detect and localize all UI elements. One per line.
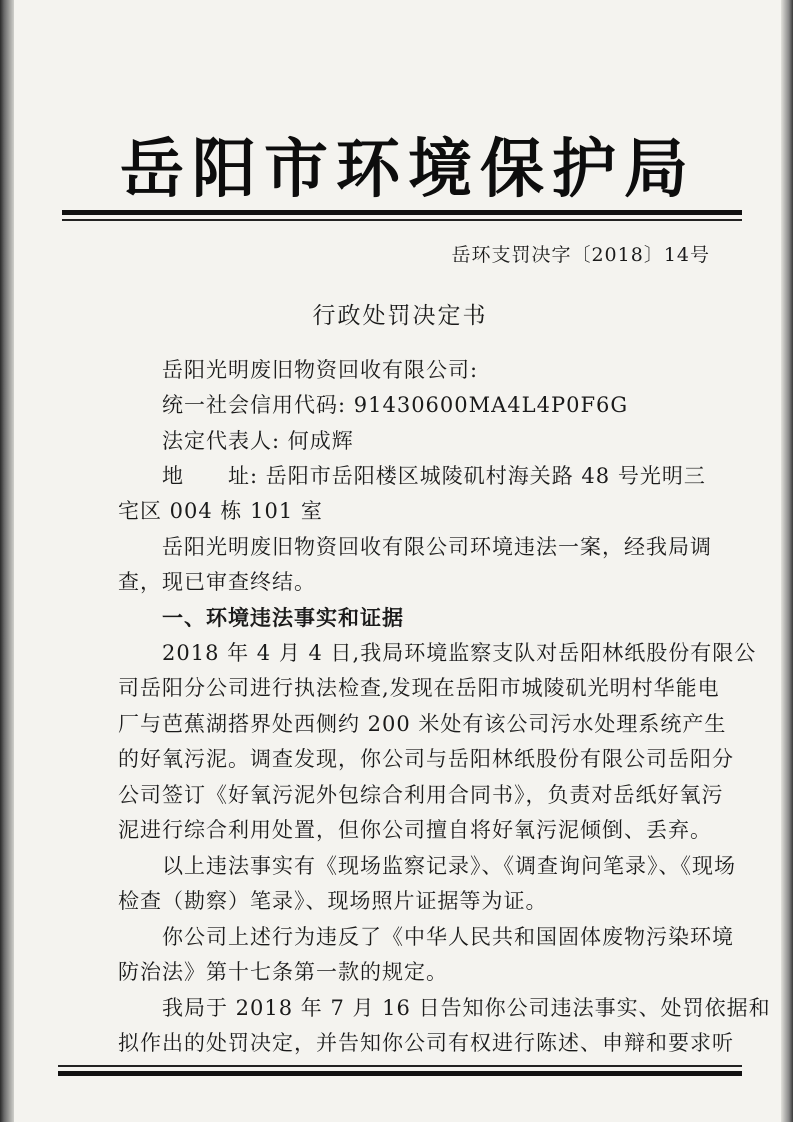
recipient: 岳阳光明废旧物资回收有限公司: [162,358,479,382]
letterhead-rule-thin [62,219,742,221]
document-title: 行政处罚决定书 [312,303,488,329]
letterhead-rule-thick [62,210,742,215]
notice-line: 拟作出的处罚决定，并告知你公司有权进行陈述、申辩和要求听 [118,1031,734,1055]
address-line-1: 地 址: 岳阳市岳阳楼区城陵矶村海关路 48 号光明三 [162,464,706,488]
scan-edge-right [781,0,793,1122]
facts-line: 厂与芭蕉湖搭界处西侧约 200 米处有该公司污水处理系统产生 [118,712,727,736]
section-heading-facts: 一、环境违法事实和证据 [162,605,404,630]
address-line-2: 宅区 004 栋 101 室 [118,499,323,523]
intro-line-2: 查，现已审查终结。 [118,570,316,594]
violation-line: 防治法》第十七条第一款的规定。 [118,960,448,984]
intro-line-1: 岳阳光明废旧物资回收有限公司环境违法一案，经我局调 [162,535,712,559]
document-number: 岳环支罚决字〔2018〕14号 [451,244,710,266]
footer-rule-thin [58,1065,742,1067]
scan-edge-left [0,0,14,1122]
evidence-line: 以上违法事实有《现场监察记录》、《调查询问笔录》、《现场 [162,854,736,878]
legal-representative: 法定代表人: 何成辉 [162,429,354,453]
footer-rule-thick [58,1071,742,1076]
facts-line: 的好氧污泥。调查发现，你公司与岳阳林纸股份有限公司岳阳分 [118,747,734,771]
facts-line: 司岳阳分公司进行执法检查,发现在岳阳市城陵矶光明村华能电 [118,676,720,700]
evidence-line: 检查（勘察）笔录》、现场照片证据等为证。 [118,889,548,913]
notice-line: 我局于 2018 年 7 月 16 日告知你公司违法事实、处罚依据和 [162,996,771,1020]
violation-line: 你公司上述行为违反了《中华人民共和国固体废物污染环境 [162,925,734,949]
facts-line: 泥进行综合利用处置，但你公司擅自将好氧污泥倾倒、丢弃。 [118,818,712,842]
facts-line: 2018 年 4 月 4 日,我局环境监察支队对岳阳林纸股份有限公 [162,641,757,665]
facts-line: 公司签订《好氧污泥外包综合利用合同书》，负责对岳纸好氧污 [118,783,724,807]
credit-code: 统一社会信用代码: 91430600MA4L4P0F6G [162,393,629,417]
letterhead: 岳阳市环境保护局 [120,132,696,207]
